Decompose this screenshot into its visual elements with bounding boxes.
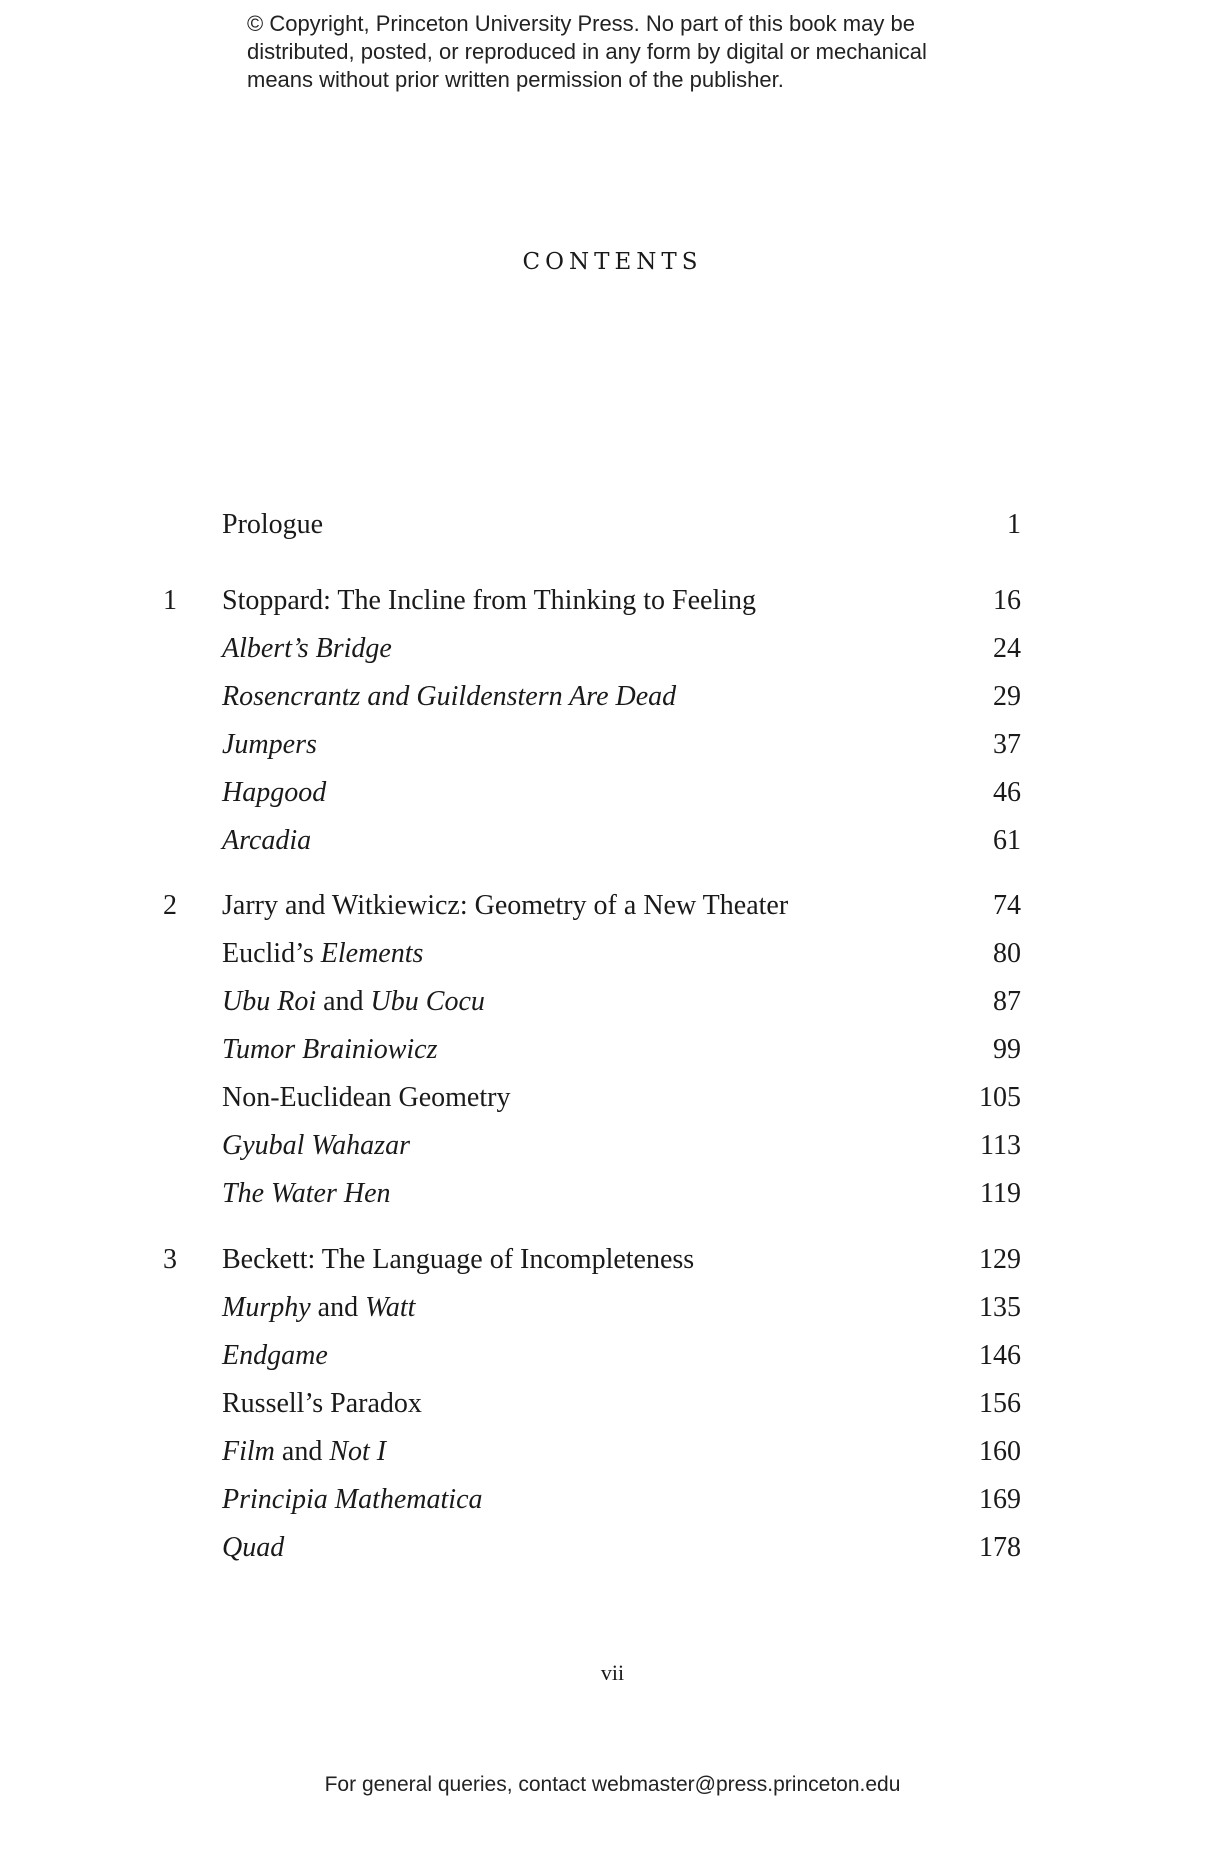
section-title <box>222 1288 415 1328</box>
section-title: The Water Hen <box>222 1178 391 1209</box>
section-title-prefix: Euclid’s <box>222 938 321 969</box>
section-title: Tumor Brainiowicz <box>222 1034 438 1065</box>
toc-section <box>0 1030 1225 1070</box>
copyright-line: distributed, posted, or reproduced in any form by digital or mechanical <box>247 39 927 64</box>
section-title: Non-Euclidean Geometry <box>222 1082 511 1113</box>
toc-page-number: 24 <box>993 633 1021 664</box>
section-title: Quad <box>222 1532 285 1563</box>
section-title: Rosencrantz and Guildenstern Are Dead <box>222 681 677 712</box>
toc-page-number: 129 <box>979 1244 1021 1275</box>
chapter-number: 2 <box>163 890 177 921</box>
toc-section <box>0 1384 1225 1424</box>
section-title-connector: and <box>274 1436 330 1467</box>
toc-section <box>0 821 1225 861</box>
section-title-italic: Elements <box>320 938 424 969</box>
toc-page-number: 74 <box>993 890 1021 921</box>
toc-title: Prologue <box>222 509 324 540</box>
section-title-italic: Not I <box>329 1436 387 1467</box>
toc-section <box>0 629 1225 669</box>
section-title-italic: Watt <box>365 1292 416 1323</box>
toc-section <box>0 1174 1225 1214</box>
toc-section <box>0 982 1225 1022</box>
toc-section <box>0 725 1225 765</box>
toc-section <box>0 1432 1225 1472</box>
toc-page-number: 105 <box>979 1082 1021 1113</box>
toc-section <box>0 677 1225 717</box>
toc-section <box>0 1078 1225 1118</box>
toc-page-number: 46 <box>993 777 1021 808</box>
chapter-number: 1 <box>163 585 177 616</box>
toc-entry-prologue <box>0 505 1225 545</box>
toc-section <box>0 1288 1225 1328</box>
toc-page-number: 119 <box>980 1178 1021 1209</box>
section-title: Russell’s Paradox <box>222 1388 422 1419</box>
section-title-italic: Ubu Cocu <box>370 986 485 1017</box>
chapter-number: 3 <box>163 1244 177 1275</box>
toc-section <box>0 934 1225 974</box>
chapter-title: Beckett: The Language of Incompleteness <box>222 1244 695 1275</box>
section-title: Arcadia <box>222 825 312 856</box>
section-title-italic: Murphy <box>222 1292 311 1323</box>
copyright-line: © Copyright, Princeton University Press. No part of this book may be <box>247 11 915 36</box>
toc-chapter-2 <box>0 886 1225 926</box>
section-title-connector: and <box>316 986 371 1017</box>
toc-section <box>0 1336 1225 1376</box>
toc-page-number: 160 <box>979 1436 1021 1467</box>
toc-section <box>0 1528 1225 1568</box>
section-title: Endgame <box>222 1340 328 1371</box>
section-title: Hapgood <box>222 777 327 808</box>
chapter-title: Stoppard: The Incline from Thinking to Feeling <box>222 585 756 616</box>
chapter-title: Jarry and Witkiewicz: Geometry of a New Theater <box>222 890 789 921</box>
toc-page-number: 135 <box>979 1292 1021 1323</box>
footer-contact: For general queries, contact webmaster@press.princeton.edu <box>324 1773 901 1796</box>
toc-page-number: 1 <box>1007 509 1021 540</box>
toc-chapter-3 <box>0 1240 1225 1280</box>
toc-page-number: 29 <box>993 681 1021 712</box>
copyright-line: means without prior written permission of the publisher. <box>247 67 784 92</box>
section-title <box>222 934 423 974</box>
toc-page-number: 146 <box>979 1340 1021 1371</box>
section-title: Gyubal Wahazar <box>222 1130 410 1161</box>
toc-page-number: 61 <box>993 825 1021 856</box>
toc-page-number: 16 <box>993 585 1021 616</box>
section-title-italic: Film <box>222 1436 275 1467</box>
toc-page-number: 113 <box>980 1130 1021 1161</box>
section-title <box>222 982 485 1022</box>
section-title <box>222 1432 386 1472</box>
toc-section <box>0 1480 1225 1520</box>
toc-page-number: 99 <box>993 1034 1021 1065</box>
section-title-italic: Ubu Roi <box>222 986 317 1017</box>
toc-page-number: 80 <box>993 938 1021 969</box>
section-title-connector: and <box>310 1292 366 1323</box>
toc-page-number: 37 <box>993 729 1021 760</box>
toc-section <box>0 773 1225 813</box>
toc-page-number: 169 <box>979 1484 1021 1515</box>
toc-section <box>0 1126 1225 1166</box>
page-number: vii <box>600 1660 625 1685</box>
toc-page-number: 178 <box>979 1532 1021 1563</box>
toc-page-number: 156 <box>979 1388 1021 1419</box>
toc-page-number: 87 <box>993 986 1021 1017</box>
section-title: Principia Mathematica <box>222 1484 483 1515</box>
section-title: Jumpers <box>222 729 317 760</box>
toc-chapter-1 <box>0 581 1225 621</box>
page-title: CONTENTS <box>522 249 703 275</box>
section-title: Albert’s Bridge <box>222 633 392 664</box>
